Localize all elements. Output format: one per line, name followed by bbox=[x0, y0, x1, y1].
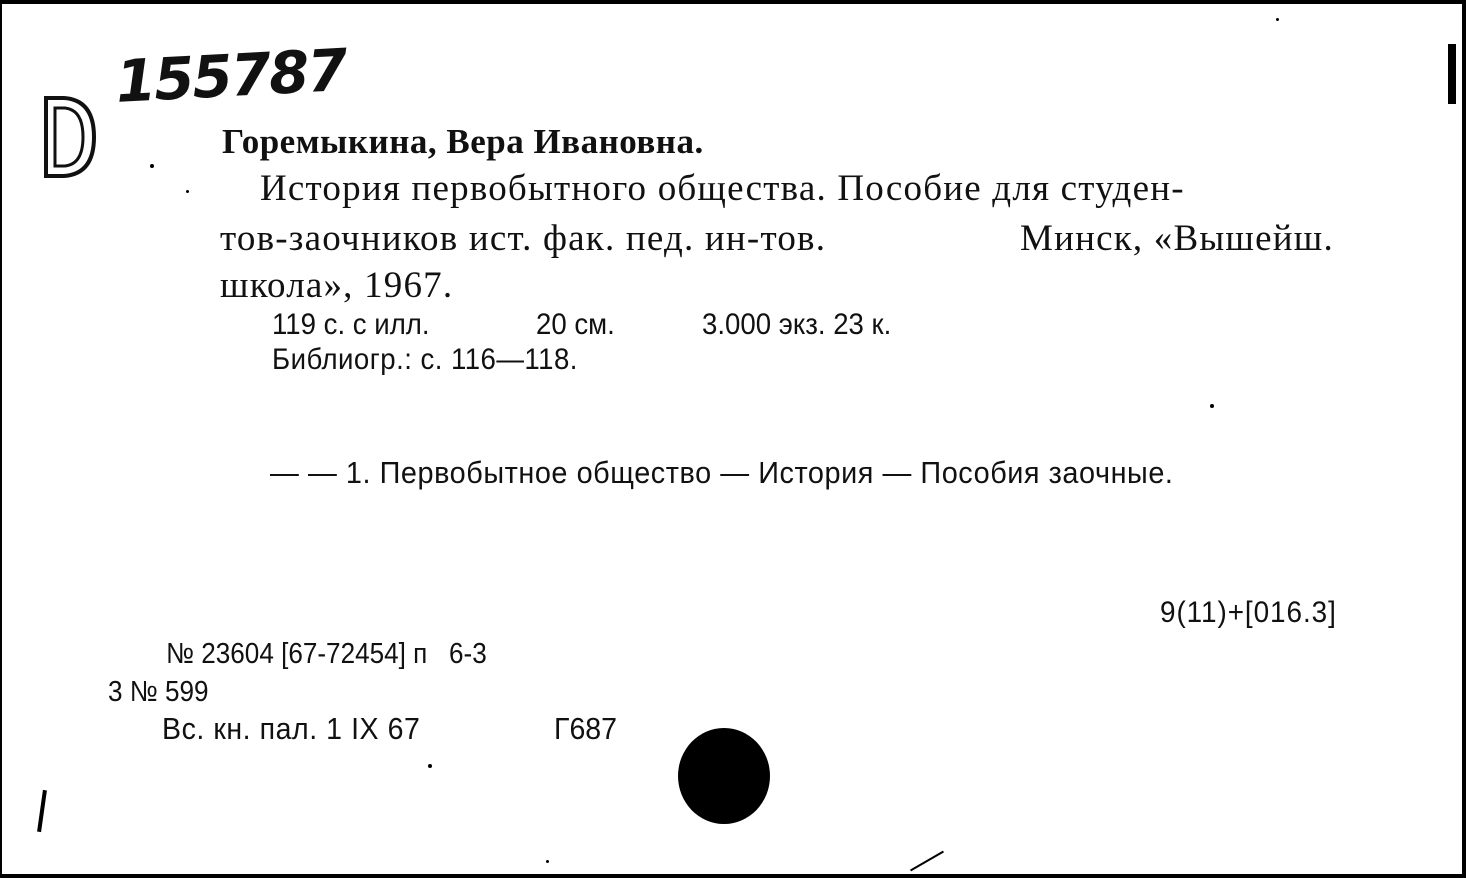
classification-index: 9(11)+[016.3] bbox=[1160, 596, 1337, 629]
bibliography-note: Библиогр.: с. 116—118. bbox=[272, 343, 578, 376]
title-line-3: школа», 1967. bbox=[220, 265, 454, 306]
ink-speck bbox=[1276, 18, 1279, 21]
ink-speck bbox=[428, 764, 432, 768]
ink-speck bbox=[150, 164, 154, 168]
order-number-line: № 23604 [67-72454] п 6-3 bbox=[166, 638, 487, 670]
pencil-mark bbox=[910, 851, 944, 872]
pagination: 119 с. с илл. bbox=[272, 308, 430, 341]
physical-size: 20 см. bbox=[536, 308, 615, 341]
book-chamber-line: Вс. кн. пал. 1 IX 67 bbox=[162, 711, 421, 746]
title-line-1: История первобытного общества. Пособие для студен- bbox=[260, 168, 1185, 209]
margin-mark bbox=[37, 790, 47, 832]
ink-speck bbox=[546, 860, 549, 863]
margin-mark bbox=[1448, 44, 1456, 104]
author-heading: Горемыкина, Вера Ивановна. bbox=[222, 122, 704, 161]
imprint-place-publisher: Минск, «Вышейш. bbox=[1020, 218, 1334, 259]
section-letter-d-stamp bbox=[38, 92, 100, 182]
ink-speck bbox=[186, 190, 189, 193]
punch-hole bbox=[678, 728, 770, 824]
title-line-2: тов-заочников ист. фак. пед. ин-тов. bbox=[220, 218, 827, 259]
ink-speck bbox=[1210, 404, 1214, 408]
author-mark: Г687 bbox=[554, 711, 618, 746]
catalog-stamp-number: 155787 bbox=[114, 35, 348, 116]
print-run-price: 3.000 экз. 23 к. bbox=[702, 308, 892, 341]
subject-heading: — — 1. Первобытное общество — История — Пособия заочные. bbox=[270, 455, 1174, 490]
registration-line: 3 № 599 bbox=[108, 676, 209, 708]
